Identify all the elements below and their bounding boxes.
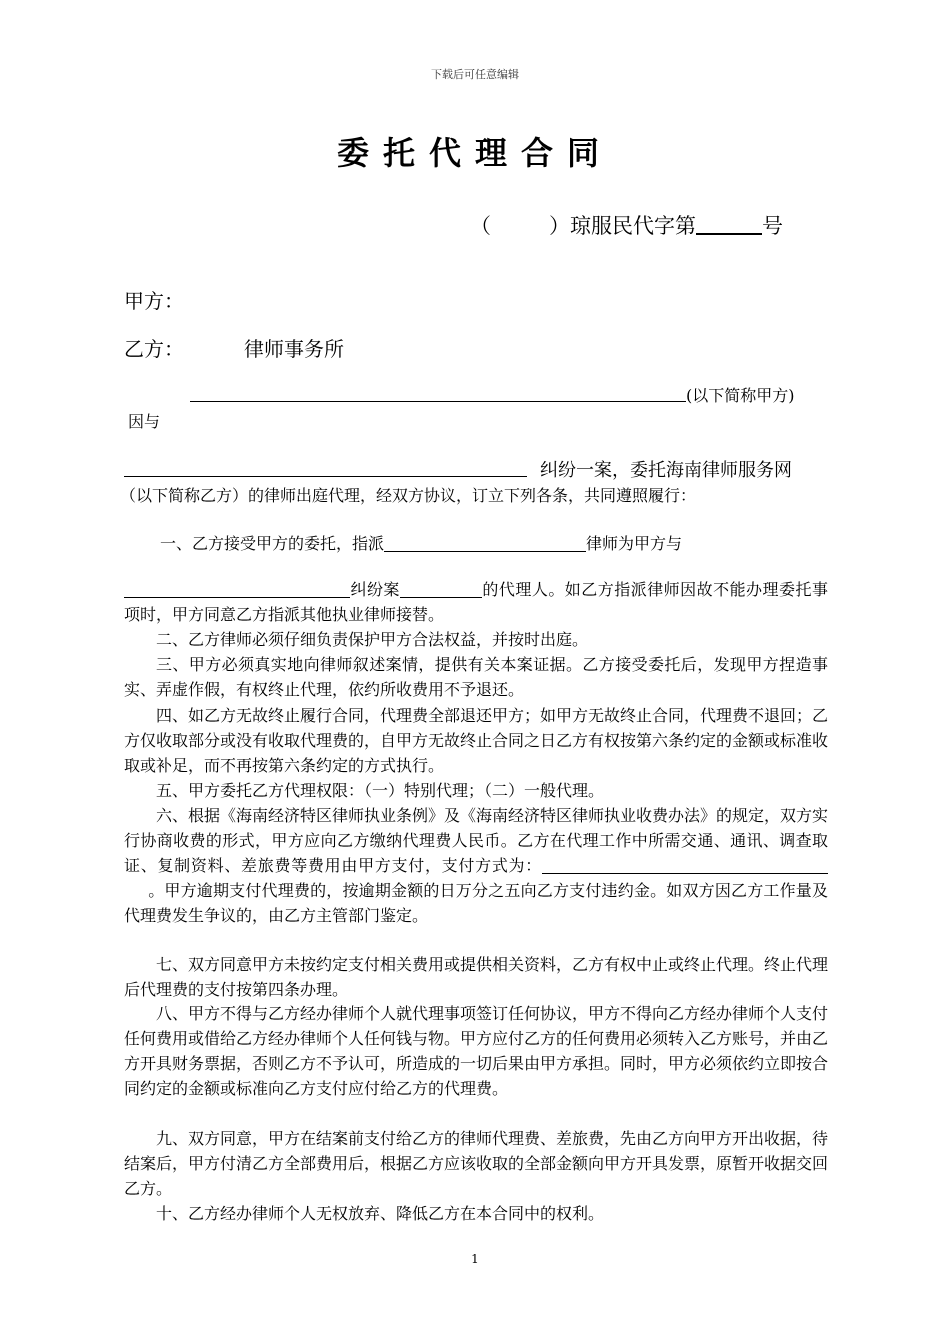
party-b-name: 律师事务所 [244,337,344,361]
clause-1-part4: 的代理人。如乙方指派律师因故不能办理委托事项时，甲方同意乙方指派其他执业律师接替。 [124,580,828,624]
lawyer-name-blank[interactable] [384,535,586,552]
clause-6-part2: 。乙方在代理工作中所需交通、通讯、调查取证、复制资料、差旅费等费用由甲方支付，支付方式为： [124,831,828,875]
clause-4: 四、如乙方无故终止履行合同，代理费全部退还甲方；如甲方无故终止合同，代理费不退回；乙方仅收取部分或没有收取代理费的，自甲方无故终止合同之日乙方有权按第六条约定的金额或标准收取或补足，而不再按第六条约定的方式执行。 [124,706,829,775]
case-party-blank[interactable] [124,581,350,598]
clause-1-part2: 律师为甲方与 [586,534,683,553]
doc-number-blank[interactable] [696,215,762,235]
clause-9: 九、双方同意，甲方在结案前支付给乙方的律师代理费、差旅费，先由乙方向甲方开出收据，待结案后，甲方付清乙方全部费用后，根据乙方应该收取的全部金额向甲方开具发票，原暂开收据交回乙方。 [124,1129,829,1198]
doc-number-prefix: 琼服民代字第 [570,214,696,238]
contract-title: 委托代理合同 [336,134,613,172]
document-number [470,210,783,240]
party-a-ref: (以下简称甲方) [686,386,795,405]
page-number: 1 [471,1252,479,1266]
clause-3: 三、甲方必须真实地向律师叙述案情，提供有关本案证据。乙方接受委托后，发现甲方捏造事实、弄虚作假，有权终止代理，依约所收费用不予退还。 [124,655,828,699]
clause-6 [124,803,828,928]
clause-10: 十、乙方经办律师个人无权放弃、降低乙方在本合同中的权利。 [156,1204,605,1223]
clause-7: 七、双方同意甲方未按约定支付相关费用或提供相关资料，乙方有权中止或终止代理。终止代理后代理费的支付按第四条办理。 [124,955,829,999]
clause-8: 八、甲方不得与乙方经办律师个人就代理事项签订任何协议，甲方不得向乙方经办律师个人支付任何费用或借给乙方经办律师个人任何钱与物。甲方应付乙方的任何费用必须转入乙方账号，并由乙方开具财务票据，否则乙方不予认可，所造成的一切后果由甲方承担。同时，甲方必须依约立即按合同约定的金额或标准向乙方支付应付给乙方的代理费。 [124,1004,829,1098]
party-a-label: 甲方： [124,289,184,313]
clause-1-part3: 纠纷案 [350,580,400,599]
party-a-name-blank[interactable] [190,401,686,402]
dispute-text: 纠纷一案，委托海南律师服务网 [540,460,792,481]
clause-6-part1: 六、根据《海南经济特区律师执业条例》及《海南经济特区律师执业收费办法》的规定，双方实行协商收费的形式，甲方应向乙方缴纳代理费人民币 [124,806,829,850]
payment-method-blank[interactable] [542,857,828,874]
party-b-ref: （以下简称乙方）的律师出庭代理，经双方协议，订立下列各条，共同遵照履行： [120,486,697,505]
clause-1-part1: 一、乙方接受甲方的委托，指派 [160,534,385,553]
doc-number-suffix: 号 [762,214,783,238]
because-with-text: 因与 [128,412,161,431]
clause-1-line2 [124,577,828,627]
party-b-row [124,333,344,362]
header-note: 下载后可任意编辑 [431,68,519,81]
doc-number-close-paren: ） [549,214,570,238]
clause-5: 五、甲方委托乙方代理权限：（一）特别代理；（二）一般代理。 [156,781,605,800]
clause-2: 二、乙方律师必须仔细负责保护甲方合法权益，并按时出庭。 [156,630,589,649]
party-b-label: 乙方： [124,337,184,361]
opponent-blank[interactable] [124,476,527,477]
doc-number-open-paren: （ [470,214,491,238]
case-type-blank[interactable] [400,581,482,598]
clause-1-line1 [160,531,682,554]
clause-6-part3: 。甲方逾期支付代理费的，按逾期金额的日万分之五向乙方支付违约金。如双方因乙方工作量及代理费发生争议的，由乙方主管部门鉴定。 [124,881,828,925]
